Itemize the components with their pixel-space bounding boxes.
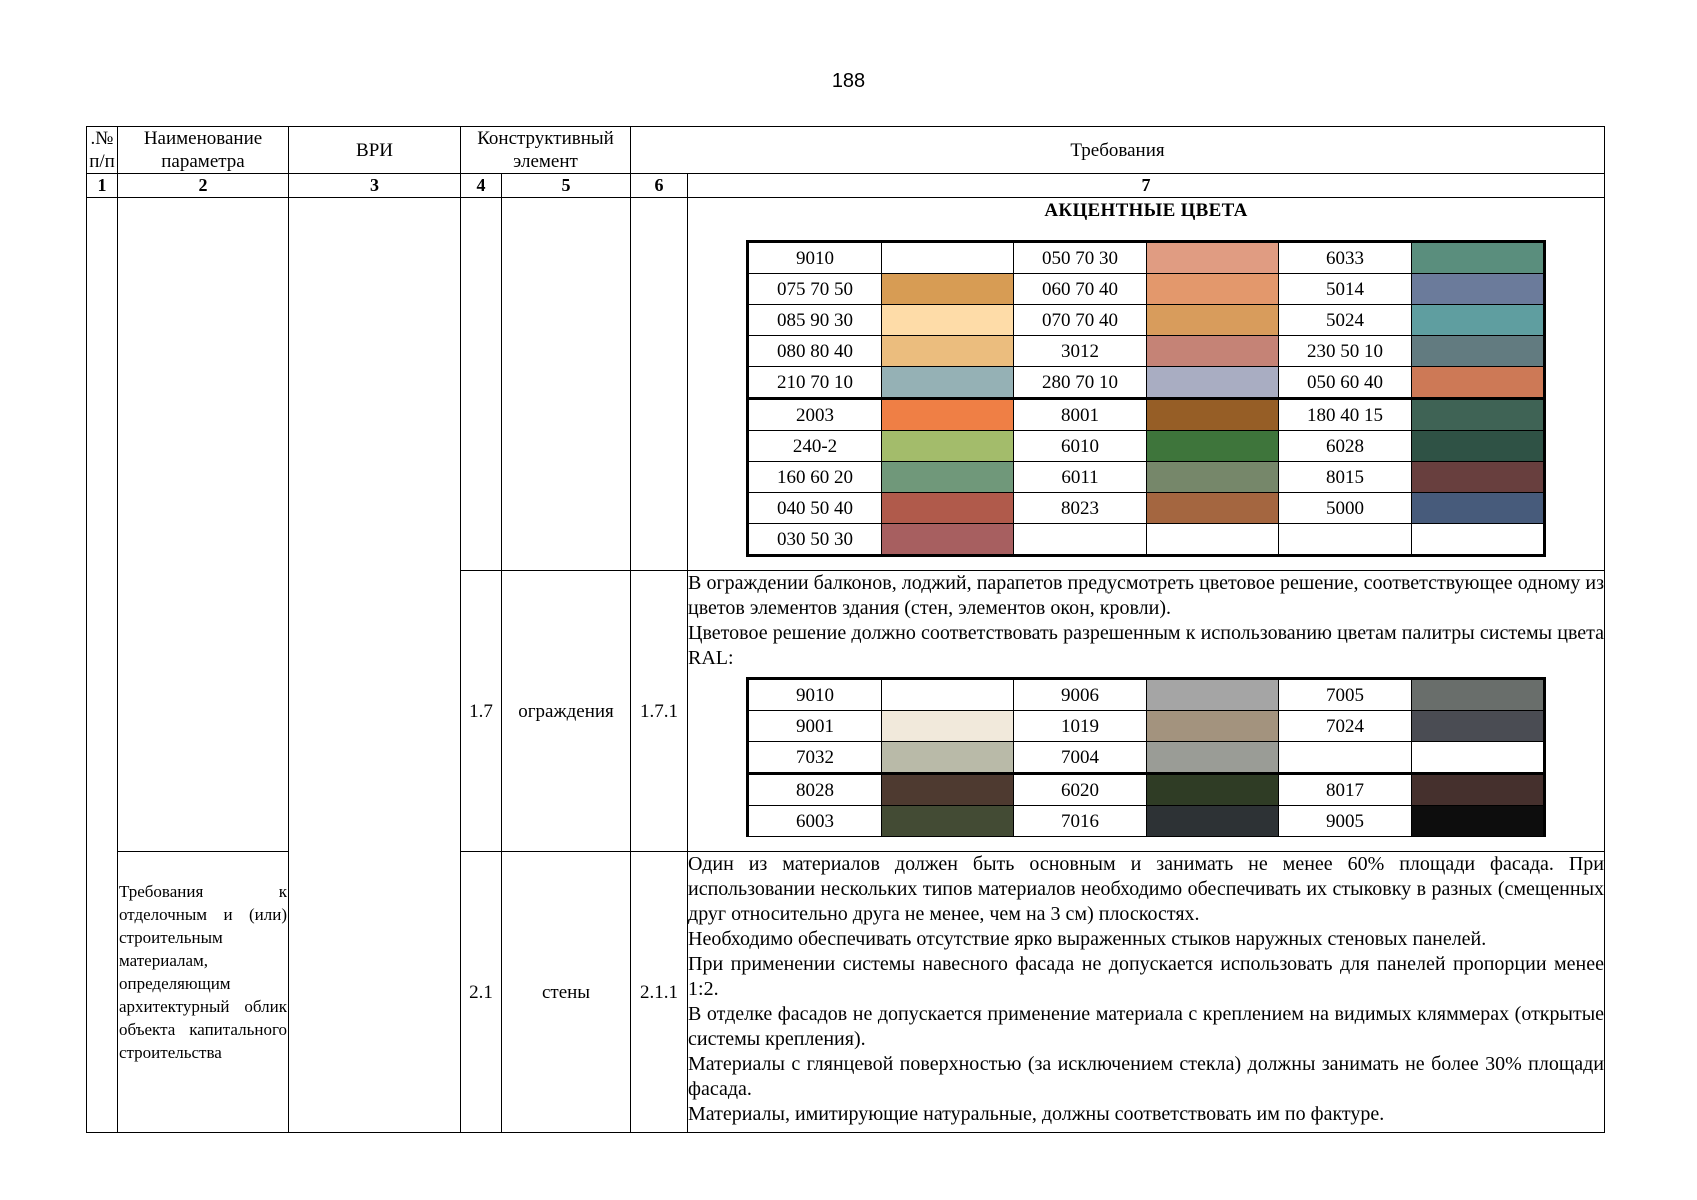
color-code: 9010: [748, 242, 882, 274]
color-swatch: [882, 524, 1014, 556]
color-code: 6011: [1014, 462, 1147, 493]
color-swatch: [1412, 524, 1545, 556]
header-element: Конструктивный элемент: [461, 127, 631, 174]
color-code: [1014, 524, 1147, 556]
color-code: 060 70 40: [1014, 274, 1147, 305]
color-swatch: [882, 274, 1014, 305]
color-code: 080 80 40: [748, 336, 882, 367]
cell-no-empty: [87, 198, 118, 1133]
color-swatch: [1147, 524, 1279, 556]
color-code: 8017: [1279, 774, 1412, 806]
color-swatch: [1412, 711, 1545, 742]
color-swatch: [882, 399, 1014, 431]
color-code: 7032: [748, 742, 882, 774]
color-swatch: [1147, 274, 1279, 305]
palette-row: [748, 242, 1545, 274]
color-swatch: [1147, 462, 1279, 493]
color-code: 7024: [1279, 711, 1412, 742]
walls-number: 2.1: [461, 852, 502, 1133]
color-swatch: [882, 679, 1014, 711]
color-swatch: [1147, 774, 1279, 806]
color-code: 050 70 30: [1014, 242, 1147, 274]
color-code: 9010: [748, 679, 882, 711]
walls-paragraph: В отделке фасадов не допускается применение материала с креплением на видимых кляммерах (открытые системы крепления).: [688, 1003, 1605, 1050]
color-code: 5024: [1279, 305, 1412, 336]
color-swatch: [1412, 367, 1545, 399]
color-code: 040 50 40: [748, 493, 882, 524]
color-code: 240-2: [748, 431, 882, 462]
palette-row: [748, 679, 1545, 711]
color-swatch: [1412, 462, 1545, 493]
color-swatch: [1412, 493, 1545, 524]
color-swatch: [1147, 242, 1279, 274]
palette-row: [748, 462, 1545, 493]
color-code: 9006: [1014, 679, 1147, 711]
header-param: Наименование параметра: [118, 127, 289, 174]
palette-row: [748, 774, 1545, 806]
walls-subnumber: 2.1.1: [631, 852, 688, 1133]
color-code: 6003: [748, 806, 882, 837]
color-swatch: [882, 336, 1014, 367]
fence-number: 1.7: [461, 571, 502, 852]
color-swatch: [1147, 711, 1279, 742]
walls-param: Требования к отделочным и (или) строительным материалам, определяющим архитектурный облик объекта капитального строительства: [119, 882, 287, 1062]
color-swatch: [882, 774, 1014, 806]
color-code: 8015: [1279, 462, 1412, 493]
color-swatch: [882, 493, 1014, 524]
palette-row: [748, 367, 1545, 399]
color-swatch: [1147, 679, 1279, 711]
color-swatch: [1147, 367, 1279, 399]
color-swatch: [1147, 493, 1279, 524]
palette-row: [748, 524, 1545, 556]
requirements-table: [86, 126, 1605, 1133]
cell-param-empty: [118, 198, 289, 852]
fence-element: ограждения: [502, 571, 631, 852]
color-swatch: [1412, 336, 1545, 367]
palette-row: [748, 336, 1545, 367]
column-number: 5: [502, 174, 631, 198]
color-code: 6033: [1279, 242, 1412, 274]
color-swatch: [882, 431, 1014, 462]
accent-colors-cell: [688, 198, 1605, 571]
walls-paragraph: При применении системы навесного фасада не допускается использовать для панелей пропорции менее 1:2.: [688, 953, 1605, 1000]
color-swatch: [882, 367, 1014, 399]
accent-colors-title: АКЦЕНТНЫЕ ЦВЕТА: [1044, 200, 1248, 221]
header-no: .№ п/п: [87, 127, 118, 174]
palette-row: [748, 806, 1545, 837]
color-swatch: [1412, 274, 1545, 305]
color-code: 3012: [1014, 336, 1147, 367]
color-swatch: [882, 242, 1014, 274]
color-swatch: [1412, 679, 1545, 711]
walls-paragraph: Необходимо обеспечивать отсутствие ярко выраженных стыков наружных стеновых панелей.: [688, 928, 1487, 950]
color-code: 160 60 20: [748, 462, 882, 493]
ral-palette: [746, 677, 1546, 837]
color-swatch: [1412, 305, 1545, 336]
palette-row: [748, 711, 1545, 742]
color-code: 8001: [1014, 399, 1147, 431]
column-number: 3: [289, 174, 461, 198]
fence-paragraph: Цветовое решение должно соответствовать разрешенным к использованию цветам палитры системы цвета RAL:: [688, 622, 1605, 669]
cell-vri-empty: [289, 198, 461, 1133]
color-code: 075 70 50: [748, 274, 882, 305]
color-code: 8028: [748, 774, 882, 806]
color-code: 8023: [1014, 493, 1147, 524]
color-swatch: [882, 806, 1014, 837]
color-code: 6010: [1014, 431, 1147, 462]
column-number: 6: [631, 174, 688, 198]
accent-palette: [746, 240, 1546, 557]
walls-paragraph: Материалы, имитирующие натуральные, должны соответствовать им по фактуре.: [688, 1103, 1385, 1125]
color-code: 9005: [1279, 806, 1412, 837]
color-code: 1019: [1014, 711, 1147, 742]
color-code: 5014: [1279, 274, 1412, 305]
color-code: 7005: [1279, 679, 1412, 711]
color-code: 2003: [748, 399, 882, 431]
page-number: 188: [831, 70, 866, 92]
fence-paragraph: В ограждении балконов, лоджий, парапетов предусмотреть цветовое решение, соответствующее одному из цветов элементов здания (стен, элементов окон, кровли).: [688, 572, 1605, 619]
color-code: 6028: [1279, 431, 1412, 462]
color-swatch: [1412, 806, 1545, 837]
color-swatch: [1412, 431, 1545, 462]
column-number: 4: [461, 174, 502, 198]
walls-paragraph: Материалы с глянцевой поверхностью (за исключением стекла) должны занимать не более 30% площади фасада.: [688, 1053, 1605, 1100]
color-code: 280 70 10: [1014, 367, 1147, 399]
color-swatch: [882, 305, 1014, 336]
color-swatch: [1147, 431, 1279, 462]
header-requirements: Требования: [631, 127, 1605, 174]
color-code: 050 60 40: [1279, 367, 1412, 399]
walls-requirements: [688, 852, 1605, 1133]
palette-row: [748, 274, 1545, 305]
color-code: 5000: [1279, 493, 1412, 524]
palette-row: [748, 742, 1545, 774]
color-code: 6020: [1014, 774, 1147, 806]
color-code: 030 50 30: [748, 524, 882, 556]
walls-paragraph: Один из материалов должен быть основным и занимать не менее 60% площади фасада. При использовании нескольких типов материалов необходимо обеспечивать их стыковку в разных (смещенных друг относительно друга не менее, чем на 3 см) плоскостях.: [688, 853, 1605, 925]
color-code: 070 70 40: [1014, 305, 1147, 336]
color-swatch: [882, 742, 1014, 774]
walls-element: стены: [502, 852, 631, 1133]
color-swatch: [1147, 742, 1279, 774]
color-code: 9001: [748, 711, 882, 742]
palette-row: [748, 305, 1545, 336]
fence-subnumber: 1.7.1: [631, 571, 688, 852]
color-code: 7016: [1014, 806, 1147, 837]
color-swatch: [1147, 336, 1279, 367]
color-code: [1279, 524, 1412, 556]
color-swatch: [1412, 742, 1545, 774]
color-swatch: [882, 711, 1014, 742]
color-swatch: [1147, 399, 1279, 431]
column-number: 2: [118, 174, 289, 198]
palette-row: [748, 493, 1545, 524]
color-swatch: [1412, 242, 1545, 274]
header-vri: ВРИ: [289, 127, 461, 174]
cell-empty: [631, 198, 688, 571]
color-code: 210 70 10: [748, 367, 882, 399]
column-number: 7: [688, 174, 1605, 198]
cell-empty: [502, 198, 631, 571]
fence-requirements: [688, 571, 1605, 852]
cell-empty: [461, 198, 502, 571]
palette-row: [748, 431, 1545, 462]
color-code: 180 40 15: [1279, 399, 1412, 431]
color-swatch: [1147, 305, 1279, 336]
palette-row: [748, 399, 1545, 431]
color-swatch: [882, 462, 1014, 493]
color-swatch: [1412, 399, 1545, 431]
walls-param-cell: [118, 852, 289, 1133]
color-code: 230 50 10: [1279, 336, 1412, 367]
color-code: 7004: [1014, 742, 1147, 774]
column-number: 1: [87, 174, 118, 198]
color-swatch: [1147, 806, 1279, 837]
color-swatch: [1412, 774, 1545, 806]
color-code: 085 90 30: [748, 305, 882, 336]
color-code: [1279, 742, 1412, 774]
